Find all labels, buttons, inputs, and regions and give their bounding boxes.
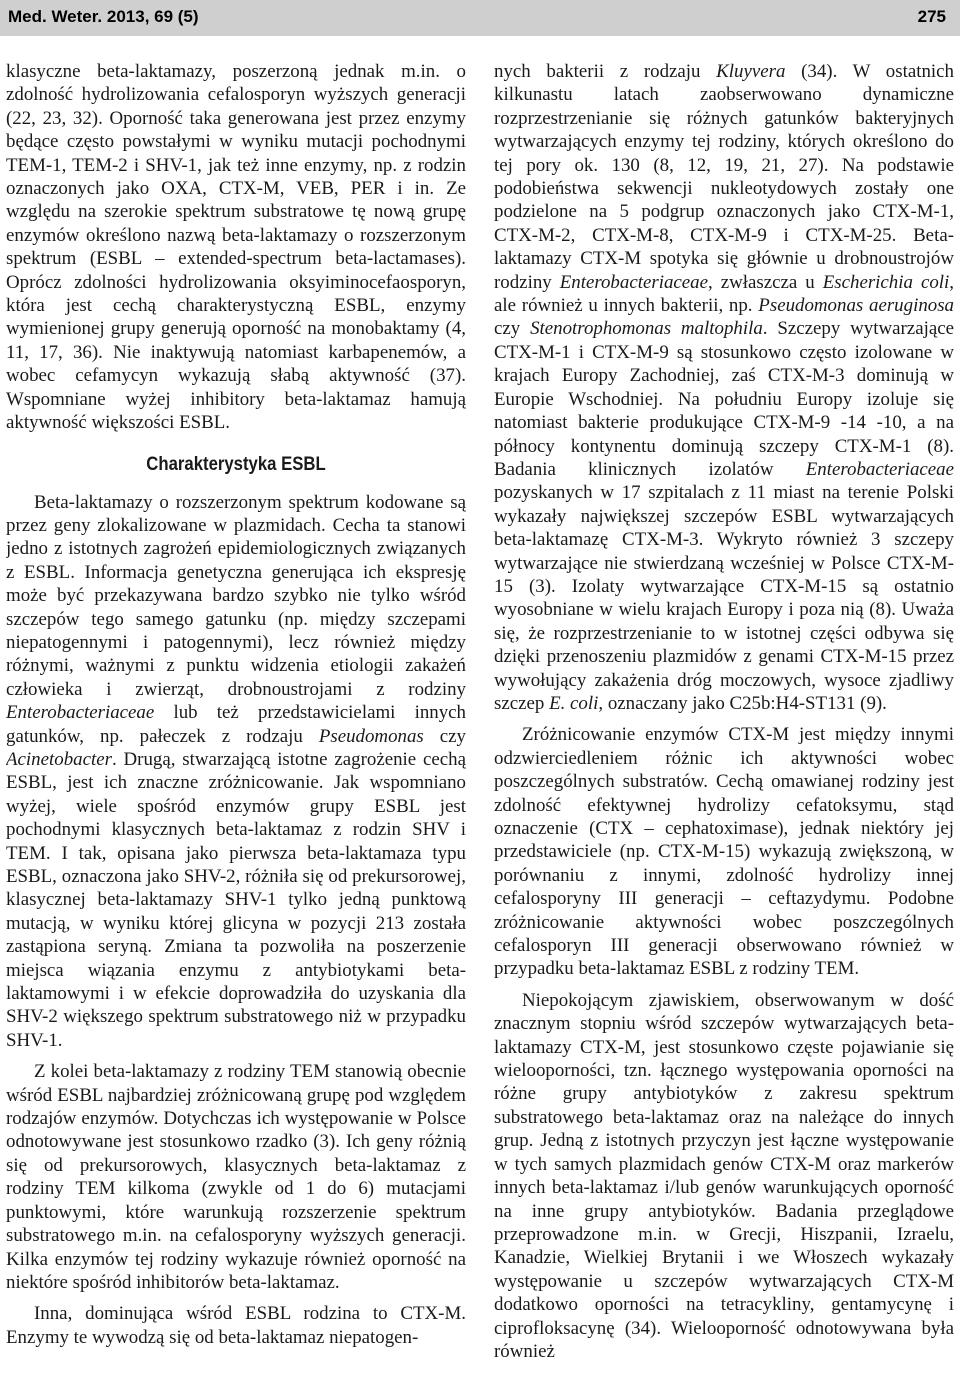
left-column	[6, 60, 466, 1375]
right-column	[494, 60, 954, 1375]
page-number: 275	[917, 7, 946, 26]
paragraph-intro: klasyczne beta-laktamazy, poszerzoną jednak m.in. o zdolność hydrolizowania cefalosporyn wyższych generacji (22, 23, 32). Oporność taka generowana jest przez enzymy będące często powstałymi w wyniku mutacji pochodnymi TEM-1, TEM-2 i SHV-1, jak też inne enzymy, np. z rodzin oznaczonych jako OXA, CTX-M, VEB, PER i in. Ze względu na szerokie spektrum substratowe tę nową grupę enzymów określono nazwą beta-laktamazy o rozszerzonym spektrum (ESBL – extended-spectrum beta-lactamases). Oprócz zdolności hydrolizowania oksyiminocefaosporyn, która jest cechą charakterystyczną ESBL, enzymy wymienionej grupy generują oporność na monobaktamy (4, 11, 17, 36). Nie inaktywują natomiast karbapenemów, a wobec cefamycyn wykazują słabą aktywność (37). Wspomniane wyżej inhibitory beta-laktamaz hamują aktywność większości ESBL.	[6, 61, 466, 434]
paragraph-ctx-m-spread: nych bakterii z rodzaju Kluyvera (34). W ostatnich kilkunastu latach zaobserwowano dynamiczne rozprzestrzenianie się różnych gatunków bakteryjnych wytwarzających enzymy tej rodziny, których określono do tej pory ok. 130 (8, 12, 19, 21, 27). Na podstawie podobieństwa sekwencji nukleotydowych zostały one podzielone na 5 podgrup oznaczonych jako CTX-M-1, CTX-M-2, CTX-M-8, CTX-M-9 i CTX-M-25. Beta-laktamazy CTX-M spotyka się głównie u drobnoustrojów rodziny Enterobacteriaceae, zwłaszcza u Escherichia coli, ale również u innych bakterii, np. Pseudomonas aeruginosa czy Stenotrophomonas maltophila. Szczepy wytwarzające CTX-M-1 i CTX-M-9 są stosunkowo często izolowane w krajach Europy Zachodniej, zaś CTX-M-3 dominują w Europie Wschodniej. Na południu Europy izoluje się natomiast bakterie produkujące CTX-M-9 -14 -10, a na północy kontynentu dominują szczepy CTX-M-1 (8). Badania klinicznych izolatów Enterobacteriaceae pozyskanych w 17 szpitalach z 11 miast na terenie Polski wykazały największej szczepów ESBL wytwarzających beta-laktamazę CTX-M-3. Wykryto również 3 szczepy wytwarzające nie stwierdzaną wcześniej w Polsce CTX-M-15 (3). Izolaty wytwarzające CTX-M-15 są ostatnio wyosobniane w wielu krajach Europy i poza nią (8). Uważa się, że rozprzestrzenianie to w istotnej części odbywa się dzięki przenoszeniu plazmidów z genami CTX-M-15 przez wywołujący zakażenia dróg moczowych, wysoce zjadliwy szczep E. coli, oznaczany jako C25b:H4-ST131 (9).	[494, 61, 954, 714]
section-heading: Charakterystyka ESBL	[146, 453, 326, 475]
paragraph-ctx-m-differentiation: Zróżnicowanie enzymów CTX-M jest między innymi odzwierciedleniem różnic ich aktywności wobec poszczególnych substratów. Cechą omawianej rodziny jest zdolność efektywnej hydrolizy cefatoksymu, stąd oznaczenie (CTX – cephatoximase), jednak niektóry jej przedstawiciele (np. CTX-M-15) wykazują zwiększoną, w porównaniu z innymi, zdolność hydrolizy innej cefalosporyny III generacji – ceftazydymu. Podobne zróżnicowanie aktywności wobec poszczególnych cefalosporyn III generacji obserwowano również w przypadku beta-laktamaz ESBL z rodziny TEM.	[494, 724, 954, 980]
paragraph-ctx-m-intro: Inna, dominująca wśród ESBL rodzina to CTX-M. Enzymy te wywodzą się od beta-laktamaz niepatogen-	[6, 1303, 466, 1348]
paragraph-tem-family: Z kolei beta-laktamazy z rodziny TEM stanowią obecnie wśród ESBL najbardziej zróżnicowaną grupę pod względem rodzajów enzymów. Dotychczas ich występowanie w Polsce odnotowywane jest stosunkowo rzadko (3). Ich geny różnią się od prekursorowych, klasycznych beta-laktamaz z rodziny TEM kilkoma (zwykle od 1 do 6) mutacjami punktowymi, które warunkują rozszerzenie spektrum substratowego m.in. na cefalosporyny wyższych generacji. Kilka enzymów tej rodziny wykazuje również oporność na niektóre spośród inhibitorów beta-laktamaz.	[6, 1061, 466, 1293]
paragraph-esbl-plasmids: Beta-laktamazy o rozszerzonym spektrum kodowane są przez geny zlokalizowane w plazmidach. Cecha ta stanowi jedno z istotnych zagrożeń epidemiologicznych związanych z ESBL. Informacja genetyczna generująca ich ekspresję może być przekazywana bardzo szybko nie tylko wśród szczepów tego samego gatunku (np. między szczepami niepatogennymi i patogennymi), lecz również między różnymi, ważnymi z punktu widzenia etiologii zakażeń człowieka i zwierząt, drobnoustrojami z rodziny Enterobacteriaceae lub też przedstawicielami innych gatunków, np. pałeczek z rodzaju Pseudomonas czy Acinetobacter. Drugą, stwarzającą istotne zagrożenie cechą ESBL, jest ich znaczne zróżnicowanie. Jak wspomniano wyżej, wiele spośród enzymów grupy ESBL jest pochodnymi klasycznych beta-laktamaz z rodzin SHV i TEM. I tak, opisana jako pierwsza beta-laktamaza typu ESBL, oznaczona jako SHV-2, różniła się od prekursorowej, klasycznej beta-laktamazy SHV-1 tylko jedną punktową mutacją, w wyniku której glicyna w pozycji 213 została zastąpiona seryną. Zmiana ta pozwoliła na poszerzenie miejsca wiązania enzymu z antybiotykami beta-laktamowymi i w efekcie doprowadziła do uzyskania dla SHV-2 większego spektrum substratowego niż w przypadku SHV-1.	[6, 491, 466, 1051]
journal-citation: Med. Weter. 2013, 69 (5)	[8, 7, 199, 26]
running-header	[0, 0, 960, 36]
paragraph-multiresistance: Niepokojącym zjawiskiem, obserwowanym w dość znacznym stopniu wśród szczepów wytwarzających beta-laktamazy CTX-M, jest stosunkowo częste pojawianie się wielooporności, tzn. łącznego występowania oporności na różne grupy antybiotyków z zakresu spektrum substratowego beta-laktamaz oraz na należące do innych grup. Jedną z istotnych przyczyn jest łączne występowanie w tych samych plazmidach genów CTX-M oraz markerów innych beta-laktamaz i/lub genów warunkujących oporność na inne grupy antybiotyków. Badania przeglądowe przeprowadzone m.in. w Grecji, Hiszpanii, Izraelu, Kanadzie, Wielkiej Brytanii i we Włoszech wykazały występowanie u szczepów wytwarzających CTX-M dodatkowo oporności na tetracykliny, gentamycynę i ciprofloksacynę (34). Wielooporność odnotowywana była również	[494, 989, 954, 1362]
